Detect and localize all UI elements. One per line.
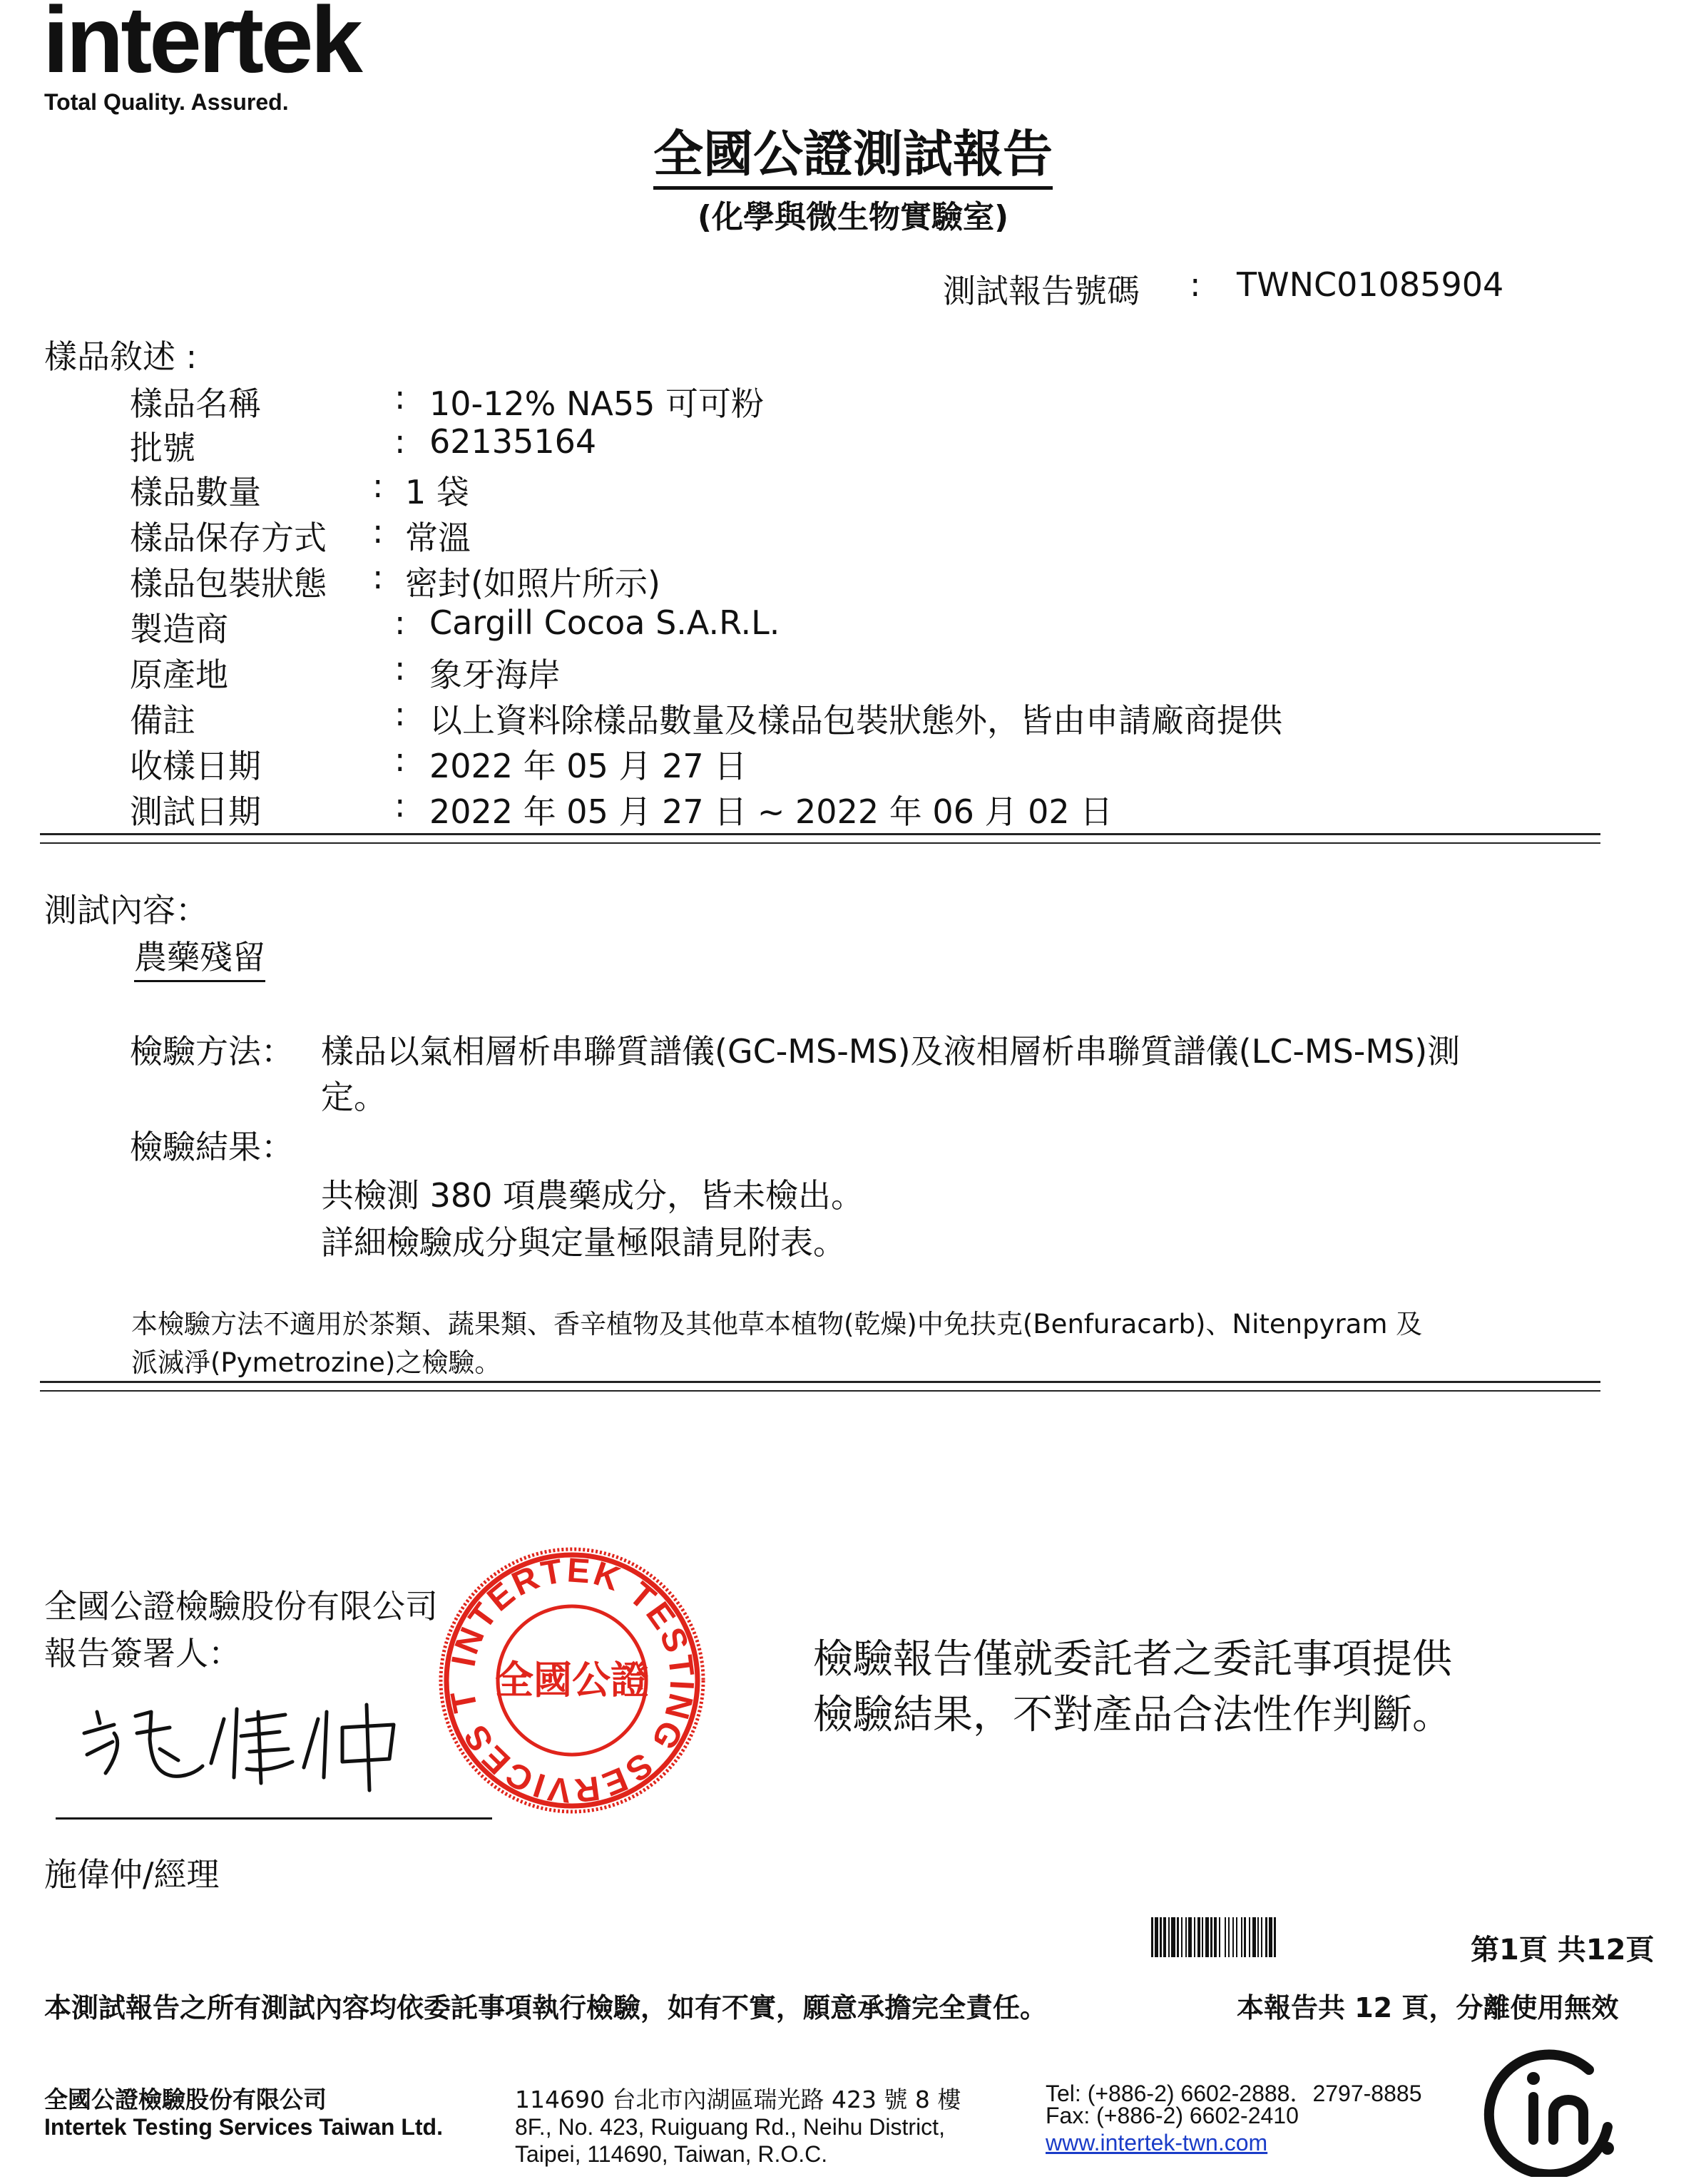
sample-row-label: 收樣日期 [130,747,261,785]
report-number-colon: : [1190,265,1201,304]
row-colon: : [394,378,406,417]
footer-address-en-1: 8F., No. 423, Ruiguang Rd., Neihu District, [515,2114,945,2140]
disclaimer-line-2: 檢驗結果，不對產品合法性作判斷。 [813,1692,1452,1738]
sample-row-label: 樣品保存方式 [130,519,327,557]
row-colon: : [394,422,406,461]
footer-fax: Fax: (+886-2) 6602-2410 [1046,2103,1299,2128]
report-number-value: TWNC01085904 [1237,265,1504,304]
report-title: 全國公證測試報告 [0,114,1706,186]
company-seal [436,1545,708,1816]
page-counter: 第1頁 共12頁 [1471,1934,1655,1966]
method-note-line-1: 本檢驗方法不適用於茶類、蔬果類、香辛植物及其他草本植物(乾燥)中免扶克(Benfuracarb)、Nitenpyram 及 [131,1309,1423,1340]
sample-row-label: 原產地 [130,655,228,694]
sample-row-label: 樣品數量 [130,473,261,511]
sample-row-label: 樣品名稱 [130,384,261,423]
responsibility-statement: 本測試報告之所有測試內容均依委託事項執行檢驗，如有不實，願意承擔完全責任。 [44,1992,1048,2024]
method-note-line-2: 派滅淨(Pymetrozine)之檢驗。 [131,1347,501,1378]
storage-value: 常溫 [405,519,471,557]
method-label: 檢驗方法： [130,1032,294,1071]
sample-row-label: 測試日期 [130,792,261,831]
sample-row-label: 樣品包裝狀態 [130,564,327,603]
signer-name-title: 施偉仲/經理 [44,1855,220,1894]
packaging-value: 密封(如照片所示) [405,564,660,603]
footer-address-zh: 114690 台北市內湖區瑞光路 423 號 8 樓 [515,2086,961,2113]
sample-name-value: 10-12% NA55 可可粉 [429,384,765,423]
signer-label: 報告簽署人： [44,1634,241,1673]
remarks-value: 以上資料除樣品數量及樣品包裝狀態外，皆由申請廠商提供 [429,701,1282,740]
separation-statement: 本報告共 12 頁，分離使用無效 [1237,1992,1619,2024]
disclaimer-line-1: 檢驗報告僅就委託者之委託事項提供 [813,1636,1452,1683]
batch-number-value: 62135164 [429,422,597,461]
logo-tagline: Total Quality. Assured. [44,89,289,115]
sample-row-label: 備註 [130,701,195,740]
row-colon: : [372,466,384,505]
signature-line [56,1817,492,1820]
handwritten-signature [71,1683,414,1797]
seal-center-text: 全國公證 [495,1658,649,1703]
footer-website-link[interactable]: www.intertek-twn.com [1046,2130,1268,2155]
report-number-label: 測試報告號碼 [943,272,1140,310]
result-label: 檢驗結果： [130,1128,294,1166]
intertek-in-icon [1475,2041,1625,2177]
method-line-2: 定。 [321,1078,387,1116]
footer-tel: Tel: (+886-2) 6602-2888．2797-8885 [1046,2081,1422,2106]
report-subtitle: (化學與微生物實驗室) [697,199,1009,235]
footer-address-en-2: Taipei, 114690, Taiwan, R.O.C. [515,2141,828,2167]
test-item: 農藥殘留 [134,932,265,982]
row-colon: : [394,695,406,733]
section-divider [40,833,1600,844]
row-colon: : [394,740,406,779]
received-date-value: 2022 年 05 月 27 日 [429,747,747,785]
barcode [1151,1917,1436,1957]
sample-quantity-value: 1 袋 [405,473,469,511]
signing-company: 全國公證檢驗股份有限公司 [44,1587,438,1626]
row-colon: : [394,649,406,688]
row-colon: : [372,558,384,596]
footer-company-zh: 全國公證檢驗股份有限公司 [44,2086,327,2113]
svg-text:INTERTEK TESTING SERVICES TAIW: INTERTEK TESTING SERVICES T [444,1551,701,1810]
row-colon: : [372,512,384,551]
intertek-logo: intertek [43,0,360,92]
test-content-heading: 測試內容： [44,891,208,929]
row-colon: : [394,786,406,825]
result-line-2: 詳細檢驗成分與定量極限請見附表。 [321,1223,846,1262]
result-line-1: 共檢測 380 項農藥成分，皆未檢出。 [321,1176,864,1215]
sample-row-label: 批號 [130,429,195,467]
barcode-bar [1276,1917,1277,1957]
sample-row-label: 製造商 [130,610,228,648]
section-divider [40,1381,1600,1392]
row-colon: : [394,603,406,642]
method-line-1: 樣品以氣相層析串聯質譜儀(GC-MS-MS)及液相層析串聯質譜儀(LC-MS-MS)測 [321,1032,1461,1071]
footer-company-en: Intertek Testing Services Taiwan Ltd. [44,2114,443,2140]
test-date-value: 2022 年 05 月 27 日 ~ 2022 年 06 月 02 日 [429,792,1113,831]
sample-heading: 樣品敘述 : [44,337,198,376]
origin-value: 象牙海岸 [429,655,561,694]
manufacturer-value: Cargill Cocoa S.A.R.L. [429,603,780,642]
